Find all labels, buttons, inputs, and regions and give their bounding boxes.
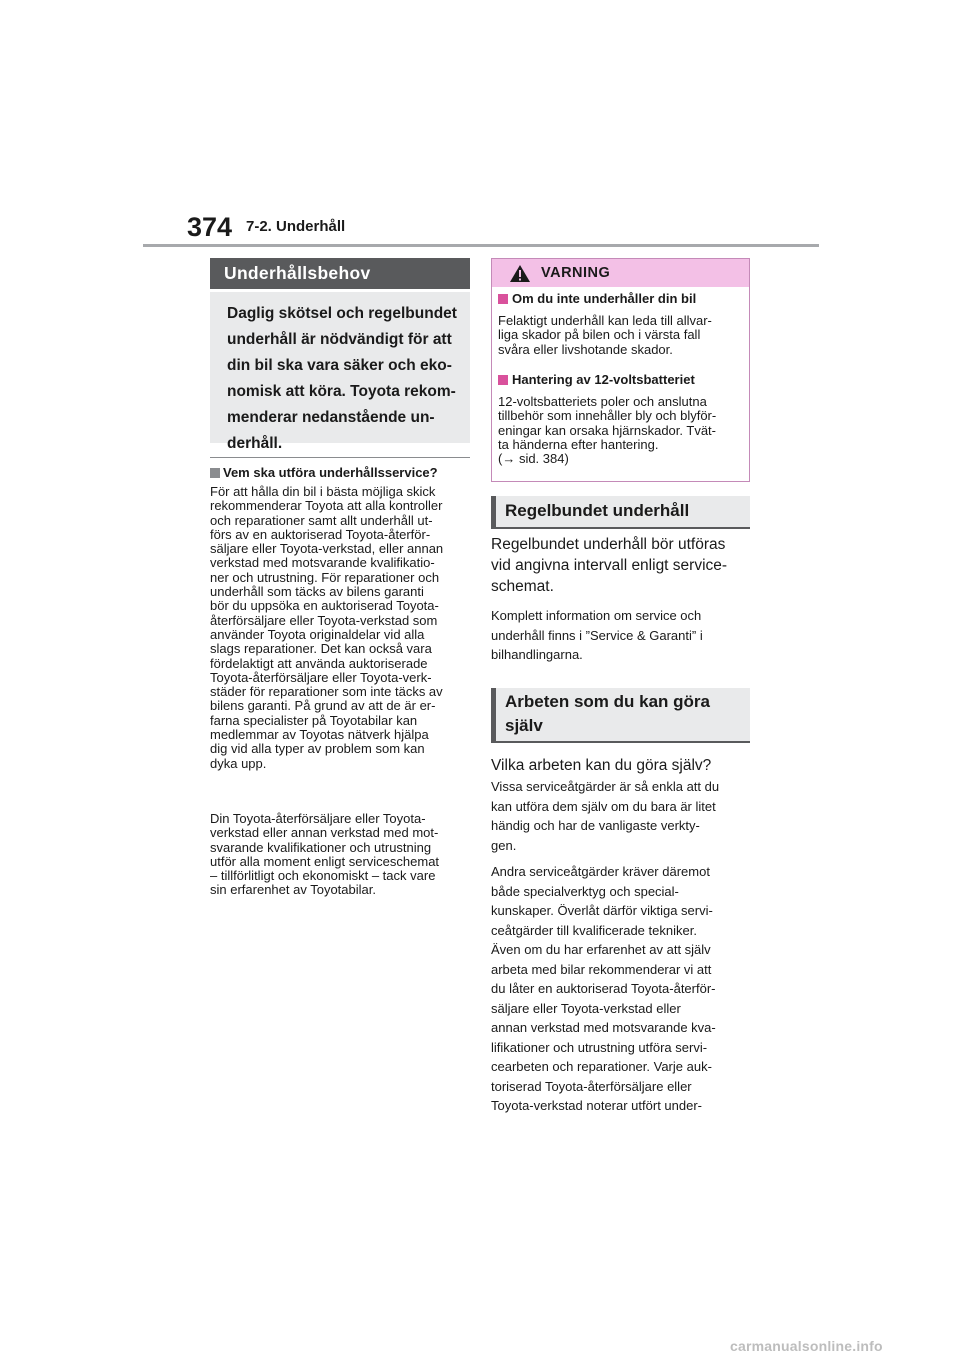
- text-line: cearbeten och reparationer. Varje auk-: [491, 1059, 712, 1074]
- text-line: och reparationer samt allt underhåll ut-: [210, 512, 433, 528]
- who-heading: [210, 465, 470, 481]
- intro-line: underhåll är nödvändigt för att: [227, 331, 452, 348]
- watermark: carmanualsonline.info: [730, 1338, 883, 1354]
- text-line: Toyota-verkstad noterar utfört under-: [491, 1098, 702, 1113]
- text-line: säljare eller Toyota-verkstad eller: [491, 1000, 681, 1016]
- page-reference: (→ sid. 384): [498, 451, 569, 467]
- text-line: dyka upp.: [210, 755, 267, 771]
- maintenance-intro-box: [210, 292, 470, 452]
- diy-heading: [491, 688, 750, 743]
- text-line: Även om du har erfarenhet av att själv: [491, 942, 711, 957]
- warning-item-1-heading: [498, 291, 744, 307]
- text-line: Vissa serviceåtgärder är så enkla att du: [491, 779, 720, 794]
- text-line: städer för reparationer som inte täcks av: [210, 684, 443, 700]
- text-line: 12-voltsbatteriets poler och anslutna: [498, 394, 707, 409]
- text-line: du låter en auktoriserad Toyota-återför-: [491, 981, 716, 996]
- diy-heading-line: själv: [505, 716, 543, 735]
- who-heading-text: Vem ska utföra underhållsservice?: [223, 465, 438, 480]
- text-line: gen.: [491, 837, 517, 853]
- regular-paragraph-2: [491, 606, 753, 665]
- text-line: både specialverktyg och special-: [491, 883, 679, 899]
- diy-paragraph-3: [491, 862, 753, 1116]
- text-line: verkstad med motsvarande kvalifikatio-: [210, 555, 435, 571]
- warning-item-2-heading: [498, 372, 744, 388]
- warning-item-1-heading-text: Om du inte underhåller din bil: [512, 291, 697, 306]
- text-line: medlemmar av Toyotas nätverk hjälpa: [210, 727, 429, 743]
- intro-line: Daglig skötsel och regelbundet: [227, 305, 457, 322]
- text-line: dig vid alla typer av problem som kan: [210, 741, 425, 757]
- text-line: utför alla moment enligt serviceschemat: [210, 853, 440, 869]
- text-line: sin erfarenhet av Toyotabilar.: [210, 882, 376, 898]
- text-line: bilens garanti. På grund av att de är er-: [210, 698, 436, 714]
- text-line: vid angivna intervall enligt service-: [491, 557, 728, 574]
- diy-heading-line: Arbeten som du kan göra: [505, 692, 710, 711]
- text-line: Felaktigt underhåll kan leda till allvar-: [498, 313, 712, 328]
- text-line: förs av en auktoriserad Toyota-återför-: [210, 526, 431, 542]
- text-line: schemat.: [491, 578, 554, 595]
- text-line: För att hålla din bil i bästa möjliga skick: [210, 484, 436, 499]
- text-line: rekommenderar Toyota att alla kontroller: [210, 498, 443, 514]
- text-line: Din Toyota-återförsäljare eller Toyota-: [210, 811, 426, 826]
- intro-line: nomisk att köra. Toyota rekom-: [227, 383, 456, 400]
- regular-maintenance-heading: Regelbundet underhåll: [491, 496, 750, 529]
- who-paragraph-1: [210, 485, 472, 771]
- diy-paragraph-2: [491, 777, 753, 855]
- text-line: bilhandlingarna.: [491, 647, 583, 662]
- text-line: säljare eller Toyota-verkstad, eller annan: [210, 541, 444, 557]
- regular-paragraph-1: [491, 534, 753, 597]
- text-line: ceåtgärder till kvalificerade tekniker.: [491, 922, 697, 938]
- warning-triangle-icon: [509, 264, 531, 283]
- intro-line: menderar nedanstående un-: [227, 409, 435, 426]
- text-line: lifikationer och utrustning utföra servi-: [491, 1039, 708, 1055]
- text-line: toriserad Toyota-återförsäljare eller: [491, 1078, 692, 1094]
- square-bullet-icon: [498, 375, 508, 385]
- text-line: kunskaper. Överlåt därför viktiga servi-: [491, 903, 713, 918]
- section-title: 7-2. Underhåll: [246, 218, 346, 235]
- square-bullet-icon: [498, 294, 508, 304]
- text-line: Toyota-återförsäljare eller Toyota-verk-: [210, 669, 432, 685]
- text-line: händig och har de vanligaste verkty-: [491, 818, 700, 833]
- text-line: svåra eller livshotande skador.: [498, 341, 673, 357]
- text-line: återförsäljare eller Toyota-verkstad som: [210, 612, 438, 628]
- text-line: – tillförlitligt och ekonomiskt – tack vare: [210, 868, 436, 884]
- text-line: fördelaktigt att använda auktoriserade: [210, 655, 428, 671]
- diy-question: Vilka arbeten kan du göra själv?: [491, 757, 712, 774]
- text-line: Andra serviceåtgärder kräver däremot: [491, 864, 710, 879]
- text-line: använder Toyota originaldelar vid alla: [210, 626, 425, 642]
- text-line: kan utföra dem själv om du bara är litet: [491, 798, 716, 814]
- text-line: liga skador på bilen och i värsta fall: [498, 327, 701, 343]
- text-line: svarande kvalifikationer och utrustning: [210, 839, 432, 855]
- who-paragraph-2: [210, 812, 472, 898]
- text-line: ta händerna efter hantering.: [498, 436, 659, 452]
- text-line: bör du uppsöka en auktoriserad Toyota-: [210, 598, 439, 614]
- text-line: underhåll finns i ”Service & Garanti” i: [491, 627, 703, 643]
- text-line: Komplett information om service och: [491, 608, 702, 623]
- warning-item-1-body: [498, 314, 744, 357]
- intro-line: din bil ska vara säker och eko-: [227, 357, 452, 374]
- text-line: Regelbundet underhåll bör utföras: [491, 536, 726, 553]
- text-line: ner och utrustning. För reparationer och: [210, 569, 440, 585]
- header-rule: [143, 244, 819, 247]
- square-bullet-icon: [210, 468, 220, 478]
- text-line: arbeta med bilar rekommenderar vi att: [491, 961, 712, 977]
- text-line: underhåll som täcks av bilens garanti: [210, 584, 424, 600]
- page-number: 374: [187, 212, 233, 242]
- intro-line: derhåll.: [227, 435, 283, 452]
- warning-item-2-body: [498, 395, 744, 466]
- text-line: farna specialister på Toyotabilar kan: [210, 712, 418, 728]
- text-line: annan verkstad med motsvarande kva-: [491, 1020, 716, 1035]
- maintenance-heading: Underhållsbehov: [210, 258, 470, 289]
- text-line: verkstad eller annan verkstad med mot-: [210, 825, 439, 841]
- warning-title: VARNING: [541, 265, 611, 281]
- divider: [210, 457, 470, 458]
- warning-item-2-heading-text: Hantering av 12-voltsbatteriet: [512, 372, 695, 387]
- text-line: eningar kan orsaka hjärnskador. Tvät-: [498, 422, 716, 438]
- text-line: slags reparationer. Det kan också vara: [210, 641, 432, 657]
- text-line: tillbehör som innehåller bly och blyför-: [498, 408, 717, 424]
